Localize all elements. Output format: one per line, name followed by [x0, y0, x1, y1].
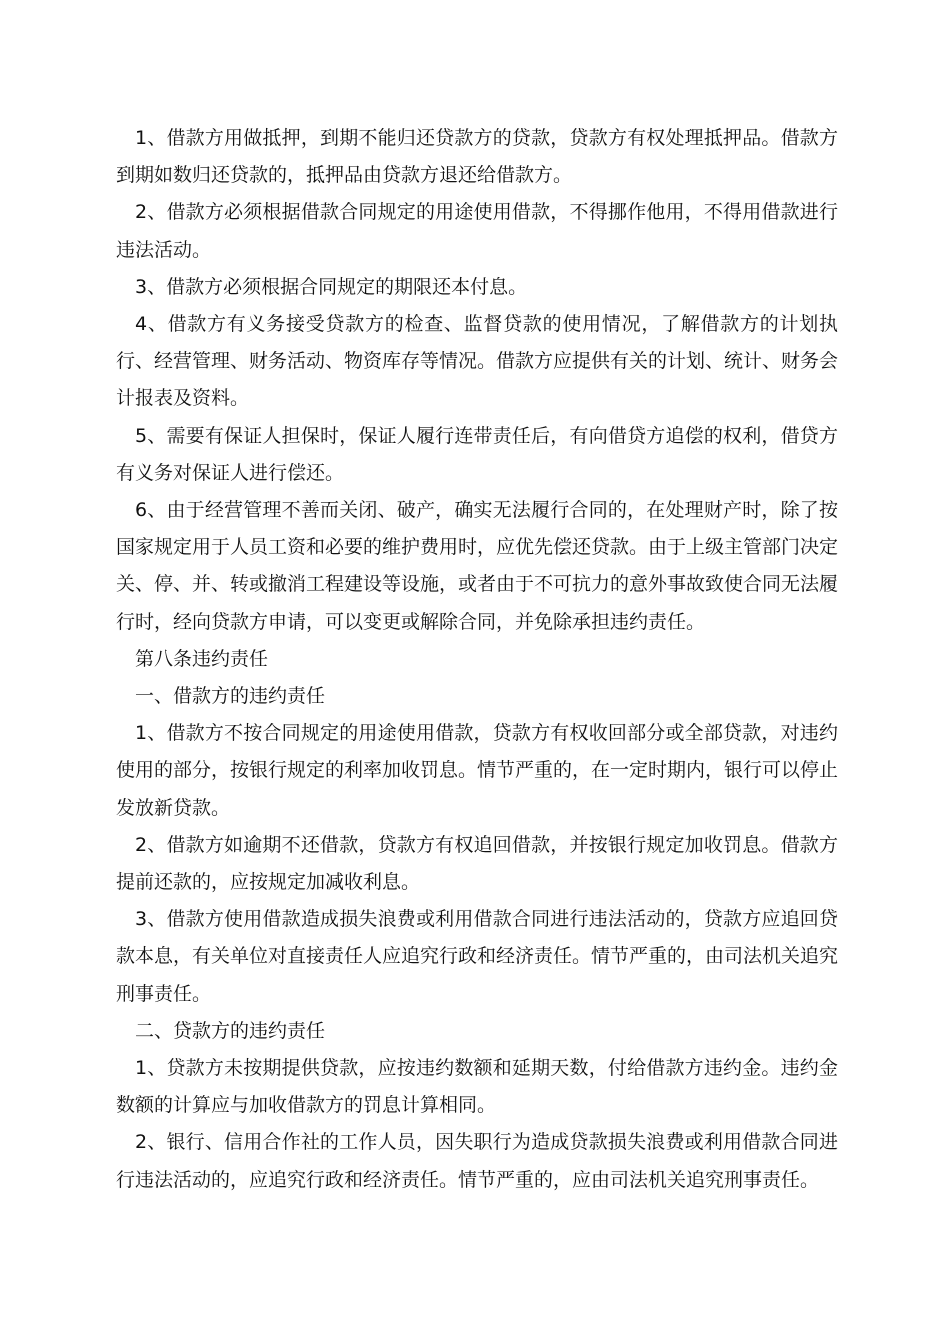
clause-paragraph: 4、借款方有义务接受贷款方的检查、监督贷款的使用情况，了解借款方的计划执行、经营管理、财务活动、物资库存等情况。借款方应提供有关的计划、统计、财务会计报表及资料。	[116, 313, 839, 410]
clause-paragraph: 3、借款方必须根据合同规定的期限还本付息。	[135, 275, 528, 298]
clause-paragraph: 3、借款方使用借款造成损失浪费或利用借款合同进行违法活动的，贷款方应追回贷款本息，有关单位对直接责任人应追究行政和经济责任。情节严重的，由司法机关追究刑事责任。	[116, 908, 839, 1005]
section-heading: 一、借款方的违约责任	[135, 685, 326, 708]
article-heading: 第八条违约责任	[135, 647, 269, 670]
clause-paragraph: 1、借款方用做抵押，到期不能归还贷款方的贷款，贷款方有权处理抵押品。借款方到期如数归还贷款的，抵押品由贷款方退还给借款方。	[116, 127, 838, 187]
document-body	[116, 120, 838, 1199]
clause-paragraph: 1、贷款方未按期提供贷款，应按违约数额和延期天数，付给借款方违约金。违约金数额的计算应与加收借款方的罚息计算相同。	[116, 1057, 838, 1117]
clause-paragraph: 2、借款方必须根据借款合同规定的用途使用借款，不得挪作他用，不得用借款进行违法活动。	[116, 201, 838, 261]
clause-paragraph: 6、由于经营管理不善而关闭、破产，确实无法履行合同的，在处理财产时，除了按国家规定用于人员工资和必要的维护费用时，应优先偿还贷款。由于上级主管部门决定关、停、并、转或撤消工程建设等设施，或者由于不可抗力的意外事故致使合同无法履行时，经向贷款方申请，可以变更或解除合同，并免除承担违约责任。	[116, 499, 839, 633]
section-heading: 二、贷款方的违约责任	[135, 1019, 326, 1042]
clause-paragraph: 5、需要有保证人担保时，保证人履行连带责任后，有向借贷方追偿的权利，借贷方有义务对保证人进行偿还。	[116, 424, 838, 484]
clause-paragraph: 1、借款方不按合同规定的用途使用借款，贷款方有权收回部分或全部贷款，对违约使用的部分，按银行规定的利率加收罚息。情节严重的，在一定时期内，银行可以停止发放新贷款。	[116, 722, 839, 819]
clause-paragraph: 2、借款方如逾期不还借款，贷款方有权追回借款，并按银行规定加收罚息。借款方提前还款的，应按规定加减收利息。	[116, 833, 838, 894]
clause-paragraph: 2、银行、信用合作社的工作人员，因失职行为造成贷款损失浪费或利用借款合同进行违法活动的，应追究行政和经济责任。情节严重的，应由司法机关追究刑事责任。	[116, 1131, 838, 1191]
